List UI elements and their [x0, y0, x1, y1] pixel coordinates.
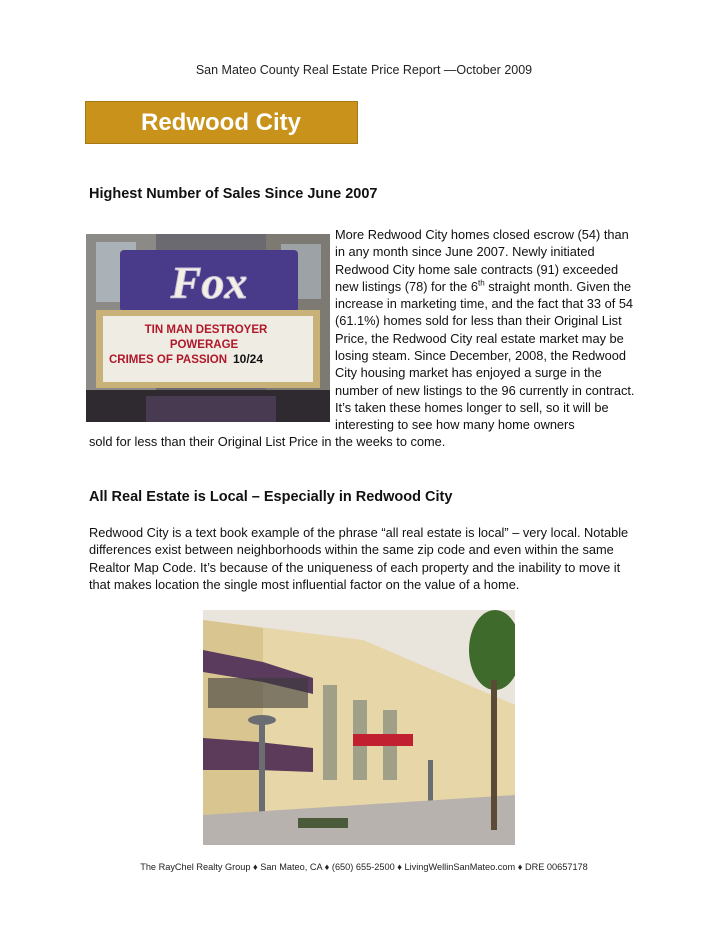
report-header: San Mateo County Real Estate Price Report —October 2009	[195, 63, 533, 77]
awning-lower	[203, 738, 258, 770]
street-photo	[203, 610, 515, 845]
section-heading-sales: Highest Number of Sales Since June 2007	[89, 186, 378, 202]
fox-theatre-photo	[86, 234, 330, 422]
balcony	[208, 678, 308, 708]
city-title-banner	[85, 101, 358, 144]
local-paragraph: Redwood City is a text book example of the phrase “all real estate is local” – very local. Notable differences exist between neighborhoods within the same zip code and even within the same Realtor Map Code. It’s because of the uniqueness of each property and the inability to move it that makes location the single most influential factor on the value of a home.	[89, 525, 629, 592]
sales-paragraph	[335, 226, 640, 434]
marquee-date: 10/24	[232, 352, 264, 366]
cinema-sign	[353, 734, 413, 746]
sales-paragraph-part1: More Redwood City homes closed escrow (54) than in any month since June 2007. Newly initiated Redwood City home sale contracts (91) exceeded new listings (78) for the 6	[335, 227, 629, 294]
window-column-1	[323, 685, 337, 780]
marquee-line-1: TIN MAN DESTROYER	[144, 324, 268, 336]
fox-sign-text: Fox	[170, 257, 248, 308]
sales-paragraph-tail: sold for less than their Original List Price in the weeks to come.	[89, 434, 446, 449]
planter	[298, 818, 348, 828]
footer-contact: The RayChel Realty Group ♦ San Mateo, CA ♦ (650) 655-2500 ♦ LivingWellinSanMateo.com ♦ DRE 00657178	[140, 862, 588, 872]
sales-paragraph-superscript: th	[477, 278, 485, 288]
city-title: Redwood City	[141, 109, 301, 136]
marquee-line-3: CRIMES OF PASSION	[109, 354, 227, 366]
sales-paragraph-part2: straight month. Given the increase in marketing time, and the fact that 33 of 54 (61.1%) homes sold for less than their Original List Price, the Redwood City real estate market may be losing steam. Since December, 2008, the Redwood City housing market has enjoyed a surge in the number of new listings to the 96 currently in contract. It’s taken these homes longer to sell, so it will be interesting to see how many home owners	[335, 278, 635, 433]
section-heading-local: All Real Estate is Local – Especially in Redwood City	[89, 489, 453, 505]
marquee-line-2: POWERAGE	[169, 339, 239, 351]
entrance-canopy	[146, 396, 276, 422]
lamp-head	[248, 715, 276, 725]
palm-trunk	[491, 680, 497, 830]
